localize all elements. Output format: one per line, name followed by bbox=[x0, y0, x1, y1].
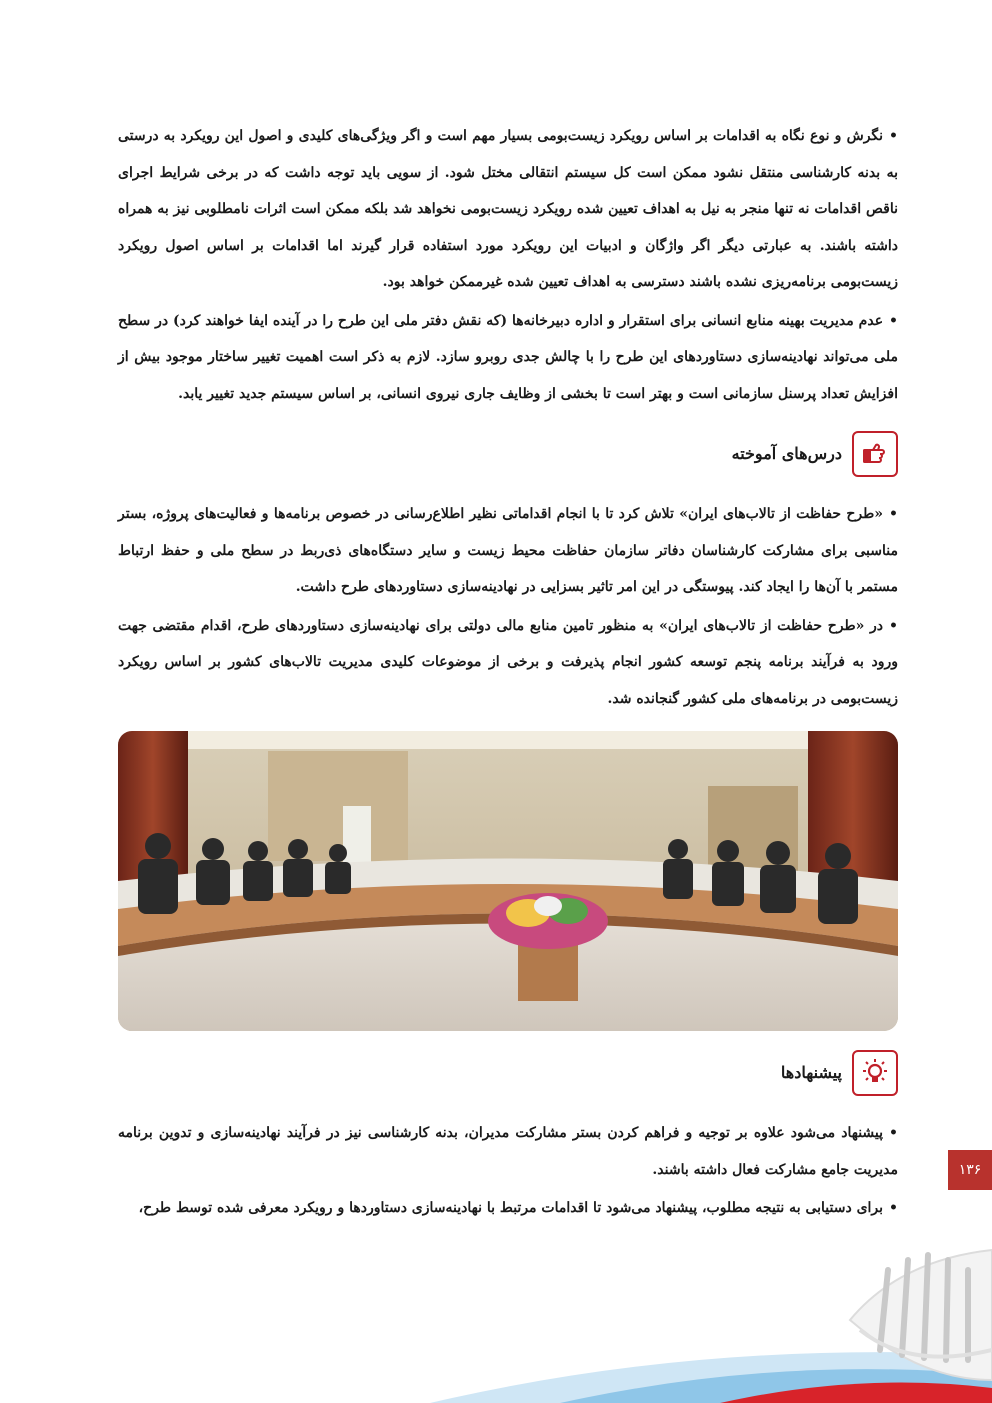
paragraph-text: نگرش و نوع نگاه به اقدامات بر اساس رویکرد زیست‌بومی بسیار مهم است و اگر ویژگی‌های کلیدی و اصول این رویکرد به درستی به بدنه کارشناسی منتقل نشود ممکن است کل سیستم انتقالی مختل شود. از سویی باید توجه داشت که در برخی شرایط اجرای ناقص اقدامات نه تنها منجر به نیل به اهداف تعیین شده رویکرد زیست‌بومی نخواهد شد بلکه ممکن است اثرات نامطلوبی نیز به همراه داشته باشند. به عبارتی دیگر اگر واژگان و ادبیات این رویکرد مورد استفاده قرار گیرند اما اقدامات بر اساس اصول رویکرد زیست‌بومی برنامه‌ریزی نشده باشند دسترسی به اهداف تعیین شده غیرممکن خواهد بود. bbox=[118, 128, 898, 290]
lessons-heading bbox=[118, 426, 898, 482]
page-number: ۱۳۶ bbox=[948, 1150, 992, 1190]
paragraph-text: در «طرح حفاظت از تالاب‌های ایران» به منظور تامین منابع مالی دولتی برای نهادینه‌سازی دستاوردهای طرح، اقدام مقتضی جهت ورود به فرآیند برنامه پنجم توسعه کشور انجام پذیرفت و برخی از موضوعات کلیدی مدیریت تالاب‌های کشور بر اساس رویکرد زیست‌بومی در برنامه‌های ملی کشور گنجانده شد. bbox=[118, 617, 898, 707]
paragraph-suggestion-participation bbox=[118, 1115, 898, 1188]
paragraph-text: عدم مدیریت بهینه منابع انسانی برای استقرار و اداره دبیرخانه‌ها (که نقش دفتر ملی این طرح را در آینده ایفا خواهند کرد) در سطح ملی می‌تواند نهادینه‌سازی دستاوردهای این طرح را با چالش جدی روبرو سازد. لازم به ذکر است اهمیت تغییر ساختار موجود بیش از افزایش تعداد پرسنل سازمانی است و بهتر است تا بخشی از وظایف جاری نیروی انسانی، بر اساس سیستم جدید تغییر یابد. bbox=[118, 312, 898, 402]
paragraph-text: پیشنهاد می‌شود علاوه بر توجیه و فراهم کردن بستر مشارکت مدیران، بدنه کارشناسی نیز در فرآیند نهادینه‌سازی و تدوین برنامه مدیریت جامع مشارکت فعال داشته باشند. bbox=[118, 1125, 898, 1178]
bullet: • bbox=[889, 128, 898, 144]
paragraph-suggestion-outcome bbox=[118, 1190, 898, 1227]
document-body bbox=[118, 118, 898, 1227]
bullet: • bbox=[889, 1200, 898, 1216]
lightbulb-icon bbox=[852, 1050, 898, 1096]
paragraph-lesson-funding bbox=[118, 608, 898, 718]
paragraph-lesson-awareness bbox=[118, 496, 898, 606]
paragraph-management-attitude bbox=[118, 118, 898, 301]
paragraph-text: «طرح حفاظت از تالاب‌های ایران» تلاش کرد تا با انجام اقداماتی نظیر اطلاع‌رسانی در خصوص برنامه‌ها و فعالیت‌های پروژه، بستر مناسبی برای مشارکت کارشناسان دفاتر سازمان حفاظت محیط زیست و سایر دستگاه‌های ذی‌ربط در سطح ملی و حفظ ارتباط مستمر با آن‌ها را ایجاد کند. پیوستگی در این امر تاثیر بسزایی در نهادینه‌سازی دستاوردهای طرح داشت. bbox=[118, 506, 898, 595]
bullet: • bbox=[889, 617, 898, 634]
hand-pointing-icon bbox=[852, 431, 898, 477]
bullet: • bbox=[889, 1125, 898, 1141]
suggestions-heading bbox=[118, 1045, 898, 1101]
bullet: • bbox=[889, 312, 898, 329]
suggestions-title: پیشنهادها bbox=[780, 1062, 842, 1082]
wetland-logo-icon bbox=[840, 1230, 992, 1403]
paragraph-human-resources bbox=[118, 303, 898, 413]
bullet: • bbox=[889, 506, 898, 522]
lessons-title: درس‌های آموخته bbox=[731, 443, 842, 463]
paragraph-text: برای دستیابی به نتیجه مطلوب، پیشنهاد می‌شود تا اقدامات مرتبط با نهادینه‌سازی دستاوردها و رویکرد معرفی شده توسط طرح، bbox=[138, 1200, 884, 1216]
meeting-room-photo bbox=[118, 731, 898, 1031]
